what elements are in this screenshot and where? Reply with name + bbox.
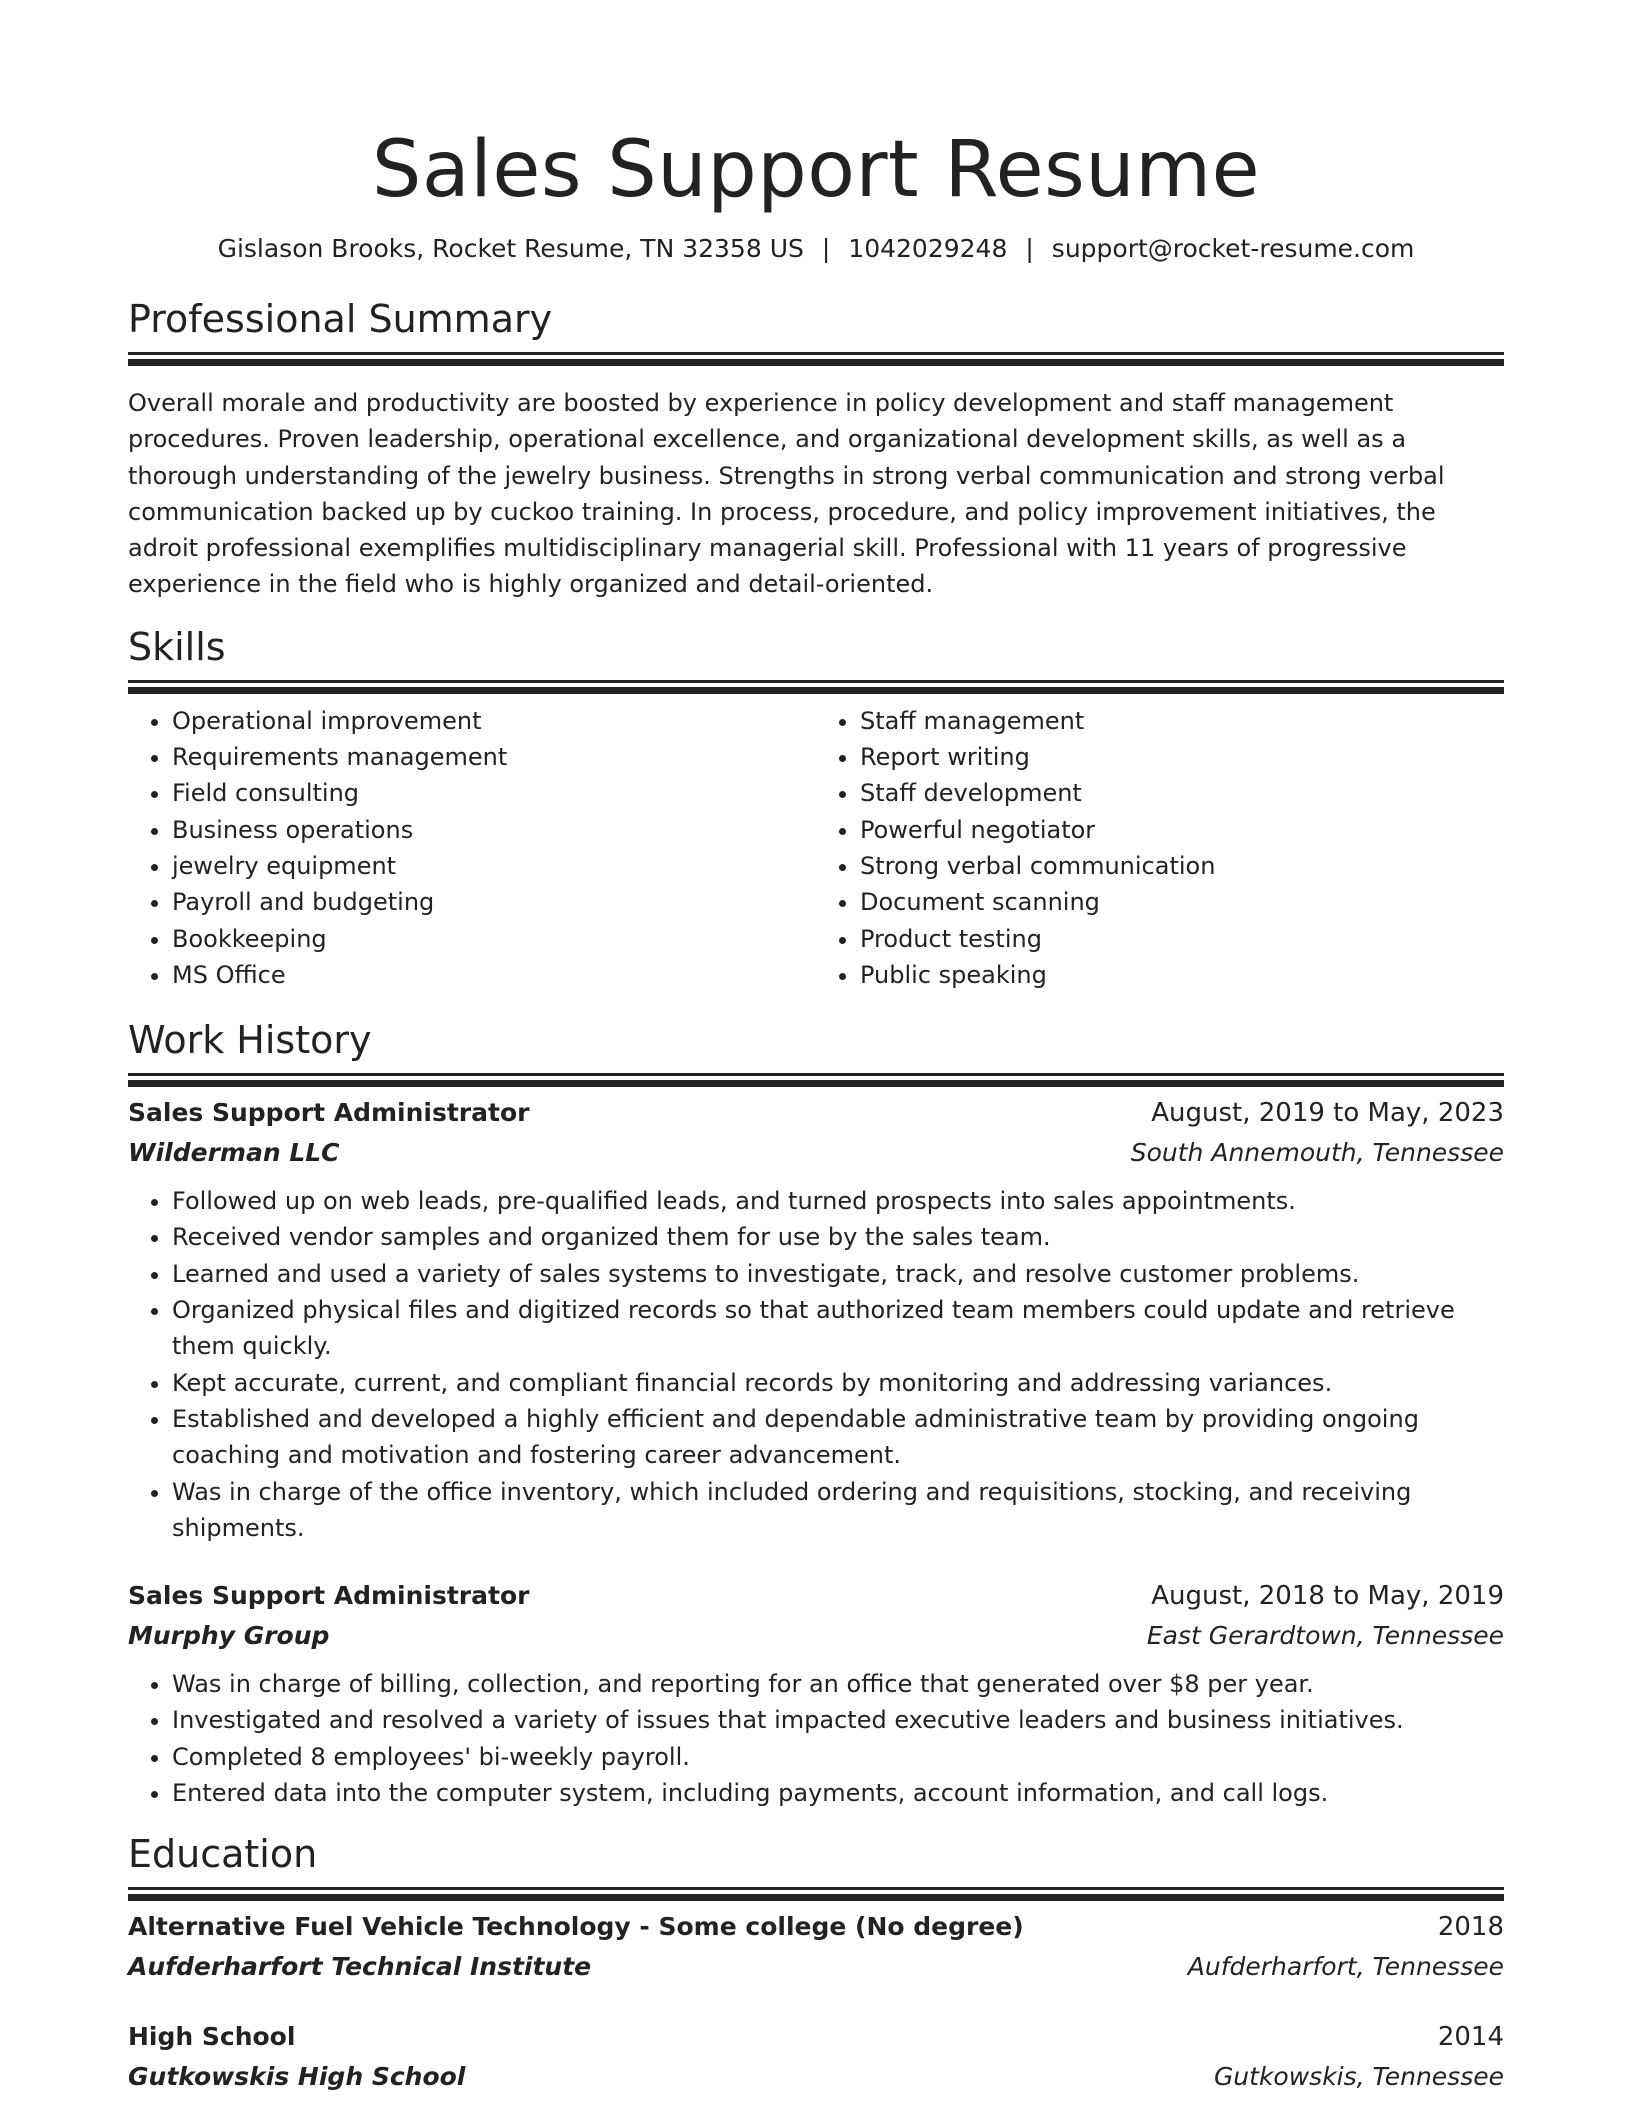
job-bullet: • Organized physical files and digitized records so that authorized team members could update and retrieve them quickly. [172,1292,1504,1365]
resume-title: Sales Support Resume [371,125,1261,215]
contact-phone: 1042029248 [848,234,1008,263]
job-entry [128,1576,1504,1811]
job-company: Wilderman LLC [128,1138,340,1168]
contact-separator: | [821,234,831,263]
job-bullet: • Investigated and resolved a variety of issues that impacted executive leaders and business initiatives. [172,1702,1504,1738]
job-location: South Annemouth, Tennessee [1130,1138,1504,1168]
summary-heading: Professional Summary [128,297,553,341]
job-location: East Gerardtown, Tennessee [1146,1621,1504,1651]
job-subheader [128,1616,1504,1656]
skill-item: • Strong verbal communication [860,848,1504,884]
job-bullet: • Kept accurate, current, and compliant financial records by monitoring and addressing variances. [172,1365,1504,1401]
section-divider [128,680,1504,683]
job-subheader [128,1133,1504,1173]
skill-item: • Public speaking [860,957,1504,993]
contact-address: Gislason Brooks, Rocket Resume, TN 32358 US [217,234,804,263]
education-school: Gutkowskis High School [128,2062,466,2092]
job-bullet: • Followed up on web leads, pre-qualified leads, and turned prospects into sales appointments. [172,1183,1504,1219]
education-entry [128,2017,1504,2097]
skills-heading: Skills [128,624,226,669]
job-bullet: • Established and developed a highly efficient and dependable administrative team by providing ongoing coaching and motivation and fostering career advancement. [172,1401,1504,1474]
summary-section [128,296,1504,603]
skill-item: • Staff management [860,703,1504,739]
contact-email[interactable]: support@rocket-resume.com [1051,234,1415,263]
skill-item: • Bookkeeping [172,921,816,957]
job-title: Sales Support Administrator [128,1581,530,1611]
education-subheader [128,2057,1504,2097]
education-degree: Alternative Fuel Vehicle Technology - Some college (No degree) [128,1912,1024,1942]
education-header [128,2017,1504,2057]
skill-item: • Operational improvement [172,703,816,739]
section-divider [128,1073,1504,1076]
job-bullet: • Was in charge of billing, collection, and reporting for an office that generated over $8 per year. [172,1666,1504,1702]
work-history-section [128,1017,1504,1811]
education-year: 2018 [1437,1912,1504,1943]
skill-item: • jewelry equipment [172,848,816,884]
education-year: 2014 [1437,2022,1504,2053]
section-divider [128,352,1504,355]
skill-item: • Report writing [860,739,1504,775]
section-divider [128,1887,1504,1890]
skill-item: • Powerful negotiator [860,812,1504,848]
skill-item: • Document scanning [860,884,1504,920]
education-location: Aufderharfort, Tennessee [1187,1952,1504,1982]
job-bullets [128,1666,1504,1811]
job-entry [128,1093,1504,1546]
education-header [128,1907,1504,1947]
skill-item: • Requirements management [172,739,816,775]
job-bullet: • Completed 8 employees' bi-weekly payroll. [172,1739,1504,1775]
job-bullet: • Learned and used a variety of sales systems to investigate, track, and resolve customer problems. [172,1256,1504,1292]
education-location: Gutkowskis, Tennessee [1213,2062,1504,2092]
job-dates: August, 2018 to May, 2019 [1151,1581,1504,1612]
job-bullets [128,1183,1504,1546]
skill-item: • MS Office [172,957,816,993]
job-header [128,1576,1504,1616]
skill-item: • Business operations [172,812,816,848]
education-subheader [128,1947,1504,1987]
education-heading: Education [128,1832,318,1877]
contact-line [128,232,1504,266]
job-bullet: • Was in charge of the office inventory, which included ordering and requisitions, stocking, and receiving shipments. [172,1474,1504,1547]
skill-item: • Field consulting [172,775,816,811]
job-bullet: • Entered data into the computer system, including payments, account information, and call logs. [172,1775,1504,1811]
job-title: Sales Support Administrator [128,1098,530,1128]
skill-item: • Payroll and budgeting [172,884,816,920]
education-entry [128,1907,1504,1987]
skills-columns [128,703,1504,993]
job-header [128,1093,1504,1133]
job-dates: August, 2019 to May, 2023 [1151,1098,1504,1129]
resume-page [128,0,1504,2097]
skills-list-right [816,703,1504,993]
contact-separator: | [1025,234,1034,263]
skill-item: • Staff development [860,775,1504,811]
education-section [128,1831,1504,2097]
education-school: Aufderharfort Technical Institute [128,1952,592,1982]
summary-text: Overall morale and productivity are boosted by experience in policy development and staff management procedures. Proven leadership, operational excellence, and organizational development skills, as well as a thorough understanding of the jewelry business. Strengths in strong verbal communication and strong verbal communication backed up by cuckoo training. In process, procedure, and policy improvement initiatives, the adroit professional exemplifies multidisciplinary managerial skill. Professional with 11 years of progressive experience in the field who is highly organized and detail-oriented. [128,389,1445,599]
education-degree: High School [128,2022,296,2052]
work-history-heading: Work History [128,1018,372,1063]
job-bullet: • Received vendor samples and organized them for use by the sales team. [172,1219,1504,1255]
skills-list-left [128,703,816,993]
skills-section [128,624,1504,993]
skill-item: • Product testing [860,921,1504,957]
job-company: Murphy Group [128,1621,330,1651]
